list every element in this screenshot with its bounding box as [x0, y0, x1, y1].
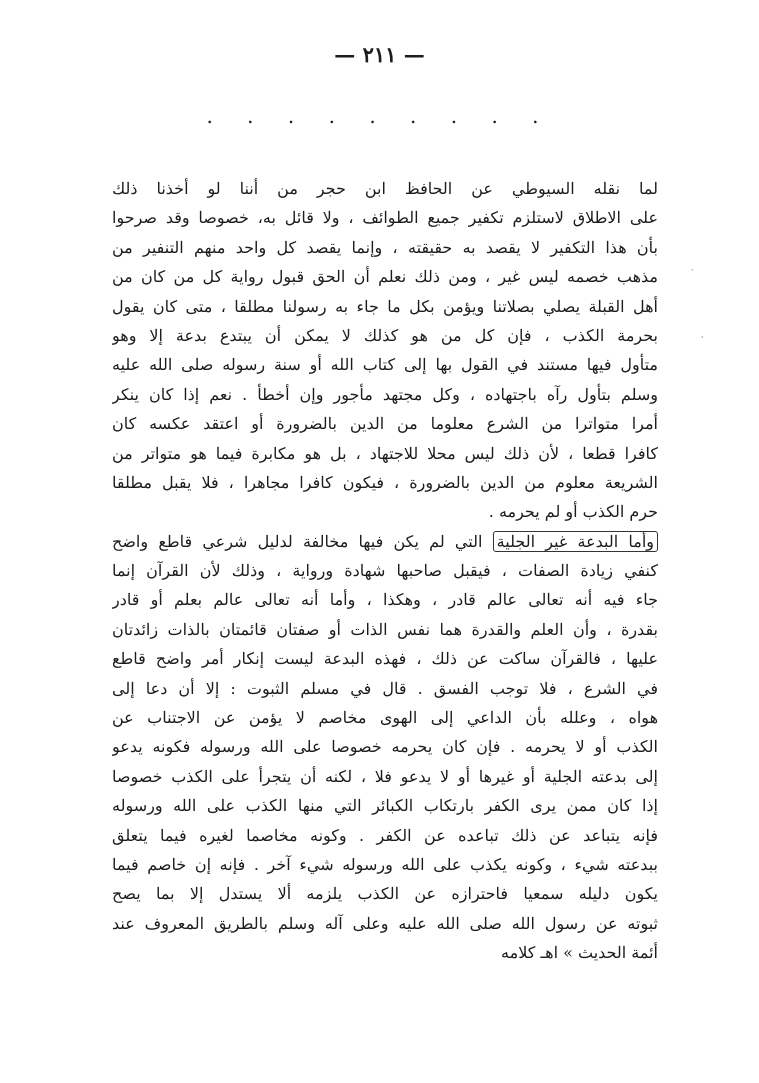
body-text	[112, 174, 658, 968]
text-line: حرم الكذب أو لم يحرمه .	[488, 502, 658, 522]
pencil-mark: ˎ	[690, 256, 695, 272]
text-line: على الاطلاق لاستلزم تكفير جميع الطوائف ، ولا قائل به، خصوصا وقد صرحوا	[112, 208, 658, 228]
text-line: ثبوته عن رسول الله صلى الله عليه وعلى آله وسلم بالطريق المعروف عند	[112, 913, 658, 933]
text-line: بأن هذا التكفير لا يقصد به حقيقته ، وإنما يقصد كل واحد منهم التنفير من	[112, 237, 658, 257]
text-line: ببدعته شيء ، وكونه يكذب على الله ورسوله شيء آخر . فإنه إن خاصم فيما	[112, 854, 658, 874]
text-line: أئمة الحديث » اهـ كلامه	[501, 943, 658, 963]
text-line: وسلم بتأول رآه باجتهاده ، وكل مجتهد مأجور وإن أخطأ . نعم إذا كان ينكر	[112, 384, 658, 404]
text-line: أمرا متواترا من الشرع معلوما من الدين بالضرورة أو اعتقد عكسه كان	[112, 414, 658, 434]
text-line: لما نقله السيوطي عن الحافظ ابن حجر من أننا لو أخذنا ذلك	[112, 179, 658, 198]
boxed-heading: وأما البدعة غير الجلية	[493, 531, 658, 552]
text-line: بحرمة الكذب ، فإن كل من هو كذلك لا يمكن أن يبتدع بدعة إلا وهو	[112, 325, 658, 345]
text-line: مذهب خصمه ليس غير ، ومن ذلك نعلم أن الحق قبول رواية كل من كان من	[112, 267, 658, 287]
text-line: الشريعة معلوم من الدين بالضرورة ، فيكون كافرا مجاهرا ، فلا يقبل مطلقا	[112, 472, 658, 492]
text-line: الكذب أو لا يحرمه . فإن كان يحرمه خصوصا على الله ورسوله فكونه يدعو	[112, 737, 658, 757]
text-line: جاء فيه أنه تعالى عالم قادر ، وهكذا ، وأما أنه تعالى عالم بعلم أو قادر	[112, 590, 658, 610]
text-line: في الشرع ، فلا توجب الفسق . قال في مسلم الثبوت : إلا أن دعا إلى	[112, 678, 658, 698]
text-line: هواه ، وعلله بأن الداعي إلى الهوى مخاصم لا يؤمن عن الاجتناب عن	[112, 708, 658, 728]
text-fragment: التي لم يكن فيها مخالفة لدليل شرعي قاطع واضح	[112, 531, 483, 551]
paragraph2-first-line	[112, 527, 658, 556]
text-line: متأول فيها مستند في القول بها إلى كتاب الله أو سنة رسوله صلى الله عليه	[112, 355, 658, 375]
text-line: يكون دليله سمعيا فاحترازه عن الكذب يلزمه ألا يستدل إلا بما يصح	[112, 884, 658, 904]
text-line: كافرا قطعا ، لأن ذلك ليس محلا للاجتهاد ، بل هو مكابرة فيما هو متواتر من	[112, 443, 658, 463]
page-number: — ٢١١ —	[334, 42, 425, 67]
section-separator: . . . . . . . . .	[206, 104, 553, 128]
pencil-mark: ·	[700, 330, 705, 346]
text-line: إلى بدعته الجلية أو غيرها أو لا يدعو فلا ، لكنه أن يتجرأ على الكذب خصوصا	[112, 766, 658, 786]
text-line: كنفي زيادة الصفات ، فيقبل صاحبها شهادة ورواية ، وذلك لأن القرآن إنما	[112, 561, 658, 581]
text-line: بقدرة ، وأن العلم والقدرة هما نفس الذات أو صفتان قائمتان بالذات زائدتان	[112, 619, 658, 639]
text-line: إذا كان ممن يرى الكفر بارتكاب الكبائر التي منها الكذب على الله ورسوله	[112, 796, 658, 816]
text-line: أهل القبلة يصلي بصلاتنا ويؤمن بكل ما جاء به رسولنا مطلقا ، متى كان يقول	[112, 296, 658, 316]
text-line: عليها ، فالقرآن ساكت عن ذلك ، فهذه البدعة ليست إنكار أمر واضح قاطع	[112, 649, 658, 669]
text-line: فإنه يتباعد عن ذلك تباعده عن الكفر . وكونه مخاصما لغيره فيما يتعلق	[112, 825, 658, 845]
